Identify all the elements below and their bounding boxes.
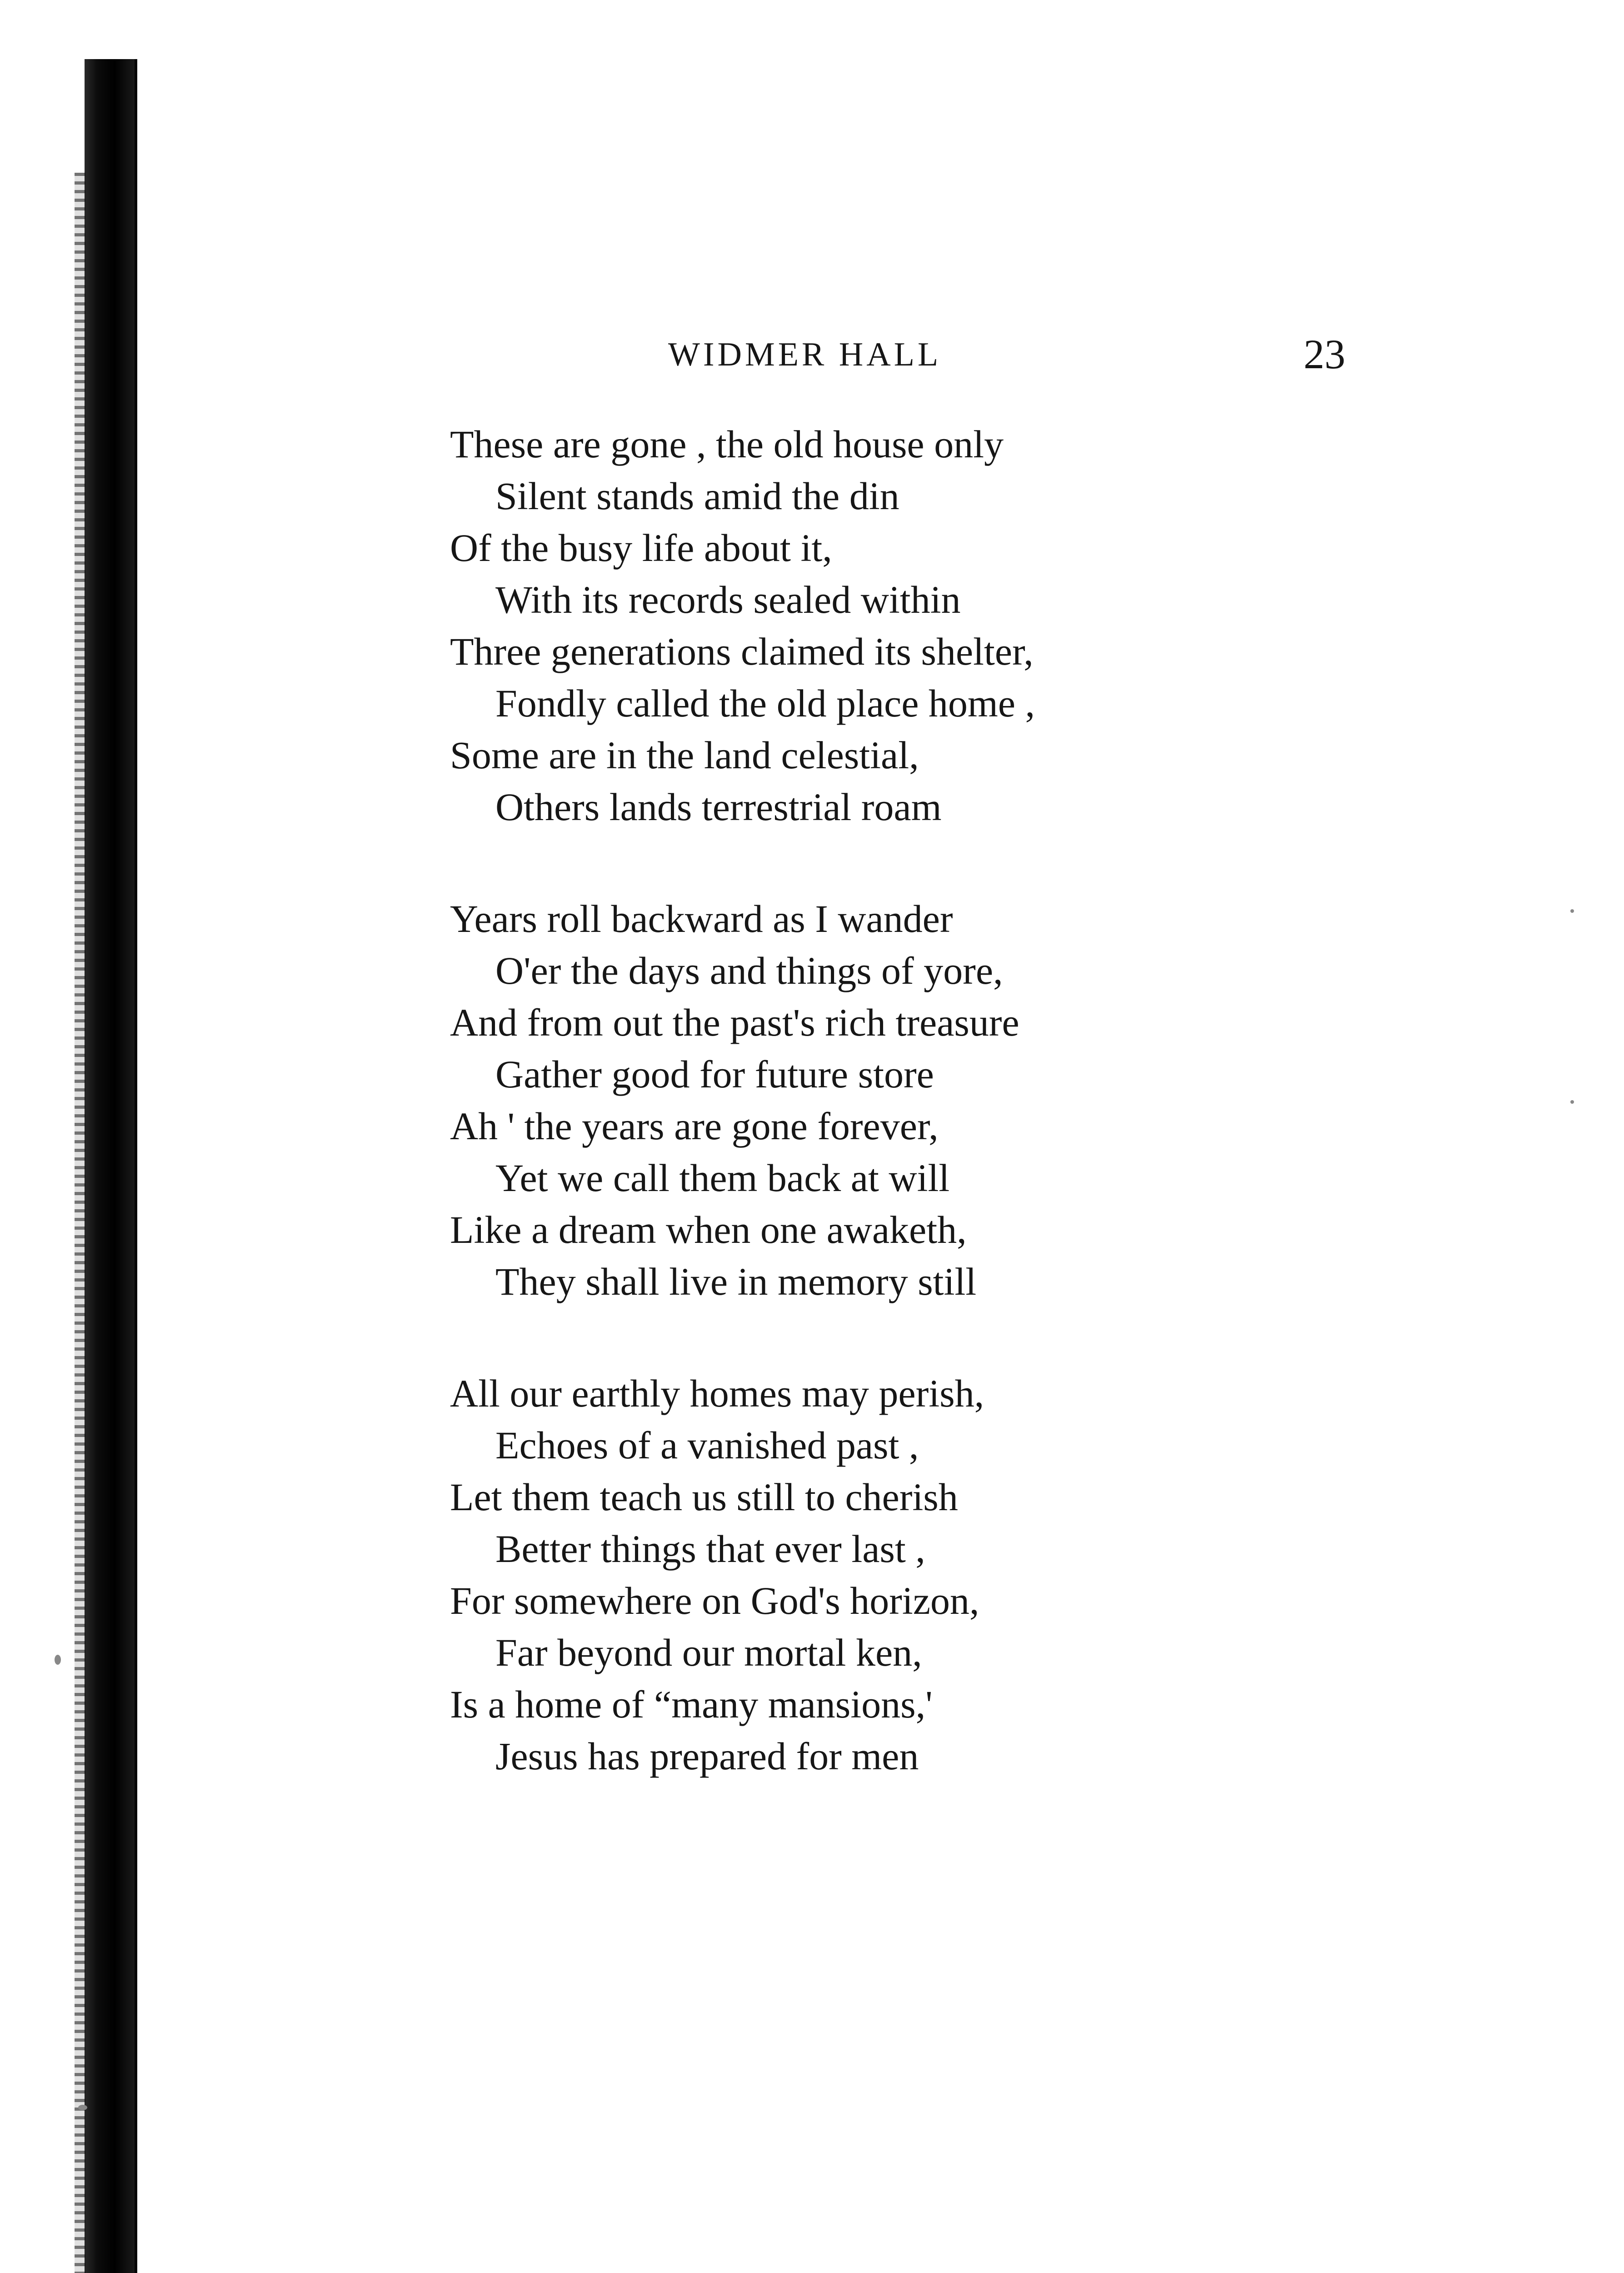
binding-gutter-shadow — [85, 59, 137, 2273]
scan-speck — [78, 2105, 87, 2110]
poem-body — [450, 418, 1450, 1782]
poem-line: Far beyond our mortal ken, — [495, 1631, 922, 1674]
scan-speck — [1570, 1100, 1574, 1104]
poem-line: Others lands terrestrial roam — [495, 785, 942, 829]
poem-line: Fondly called the old place home , — [495, 681, 1035, 725]
poem-line: These are gone , the old house only — [450, 422, 1004, 466]
poem-line: Of the busy life about it, — [450, 526, 832, 570]
stanza-break — [450, 833, 1450, 893]
poem-line: O'er the days and things of yore, — [495, 949, 1003, 992]
running-head — [0, 331, 1624, 377]
scan-speck — [1570, 909, 1574, 913]
running-title: WIDMER HALL — [668, 336, 942, 373]
poem-line: Some are in the land celestial, — [450, 733, 919, 777]
poem-line: Three generations claimed its shelter, — [450, 630, 1034, 673]
poem-line: Echoes of a vanished past , — [495, 1423, 919, 1467]
poem-line: Gather good for future store — [495, 1052, 934, 1096]
stanza-break — [450, 1307, 1450, 1367]
poem-line: For somewhere on God's horizon, — [450, 1579, 979, 1622]
poem-line: Better things that ever last , — [495, 1527, 925, 1571]
poem-line: Silent stands amid the din — [495, 474, 899, 518]
poem-line: And from out the past's rich treasure — [450, 1001, 1019, 1044]
poem-line: Like a dream when one awaketh, — [450, 1208, 967, 1252]
poem-line: Ah ' the years are gone forever, — [450, 1104, 939, 1148]
poem-line: Yet we call them back at will — [495, 1156, 950, 1200]
poem-line: All our earthly homes may perish, — [450, 1372, 984, 1415]
stanza — [450, 1367, 1450, 1782]
page-number: 23 — [1304, 331, 1345, 377]
poem-line: Is a home of “many mansions,' — [450, 1682, 933, 1726]
poem-line: With its records sealed within — [495, 578, 961, 621]
poem-line: Let them teach us still to cherish — [450, 1475, 958, 1519]
stanza — [450, 418, 1450, 833]
stanza — [450, 893, 1450, 1307]
poem-line: They shall live in memory still — [495, 1260, 977, 1303]
poem-line: Years roll backward as I wander — [450, 897, 953, 941]
scan-speck — [55, 1655, 61, 1665]
poem-line: Jesus has prepared for men — [495, 1734, 919, 1778]
